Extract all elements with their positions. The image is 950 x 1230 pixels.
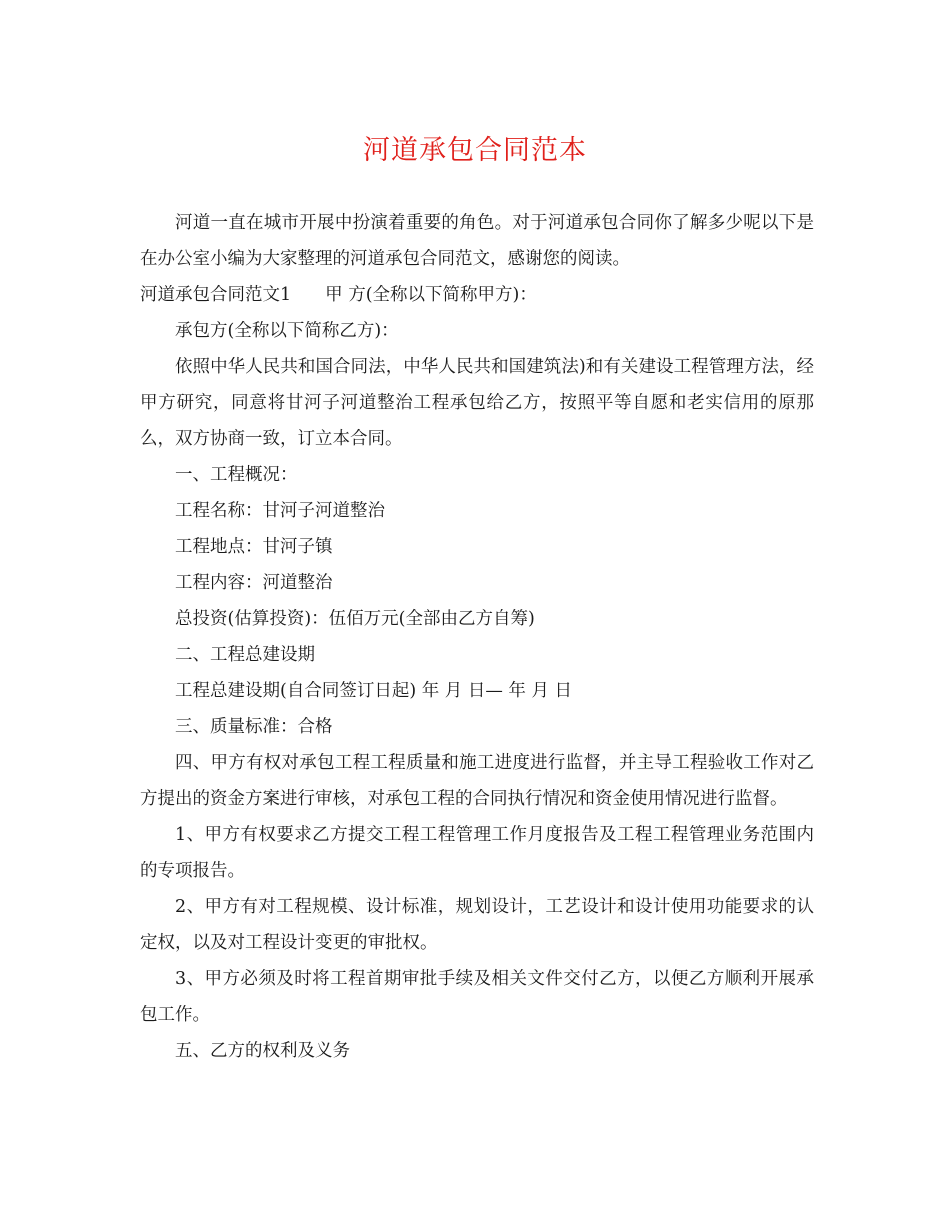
item-2-paragraph: 2、甲方有对工程规模、设计标准，规划设计，工艺设计和设计使用功能要求的认定权，以及对工程设计变更的审批权。 [140,897,814,953]
item-1-paragraph: 1、甲方有权要求乙方提交工程工程管理工作月度报告及工程工程管理业务范围内的专项报告。 [140,825,814,881]
section-4-paragraph: 四、甲方有权对承包工程工程质量和施工进度进行监督，并主导工程验收工作对乙方提出的资金方案进行审核，对承包工程的合同执行情况和资金使用情况进行监督。 [140,753,814,809]
section-1-heading: 一、工程概况： [175,465,298,485]
party-a-line: 甲 方(全称以下简称甲方)： [325,285,537,305]
sample-heading-row [140,277,814,313]
schedule-line: 工程总建设期(自合同签订日起) 年 月 日— 年 月 日 [175,681,573,701]
section-2-heading: 二、工程总建设期 [175,645,315,665]
item-3-paragraph: 3、甲方必须及时将工程首期审批手续及相关文件交付乙方，以便乙方顺利开展承包工作。 [140,969,814,1025]
project-content-line: 工程内容：河道整治 [175,573,333,593]
section-3-heading: 三、质量标准：合格 [175,717,333,737]
project-name-line: 工程名称：甘河子河道整治 [175,501,385,521]
document-body [140,205,814,1069]
basis-paragraph: 依照中华人民共和国合同法，中华人民共和国建筑法)和有关建设工程管理方法，经甲方研究，同意将甘河子河道整治工程承包给乙方，按照平等自愿和老实信用的原那么，双方协商一致，订立本合同。 [140,357,814,449]
document-title: 河道承包合同范本 [363,135,587,166]
project-location-line: 工程地点：甘河子镇 [175,537,333,557]
party-b-line: 承包方(全称以下简称乙方)： [175,321,399,341]
sample-label: 河道承包合同范文1 [140,285,292,305]
intro-paragraph: 河道一直在城市开展中扮演着重要的角色。对于河道承包合同你了解多少呢以下是在办公室小编为大家整理的河道承包合同范文，感谢您的阅读。 [140,213,814,269]
total-investment-line: 总投资(估算投资)：伍佰万元(全部由乙方自筹) [175,609,535,629]
section-5-heading: 五、乙方的权利及义务 [175,1041,350,1061]
